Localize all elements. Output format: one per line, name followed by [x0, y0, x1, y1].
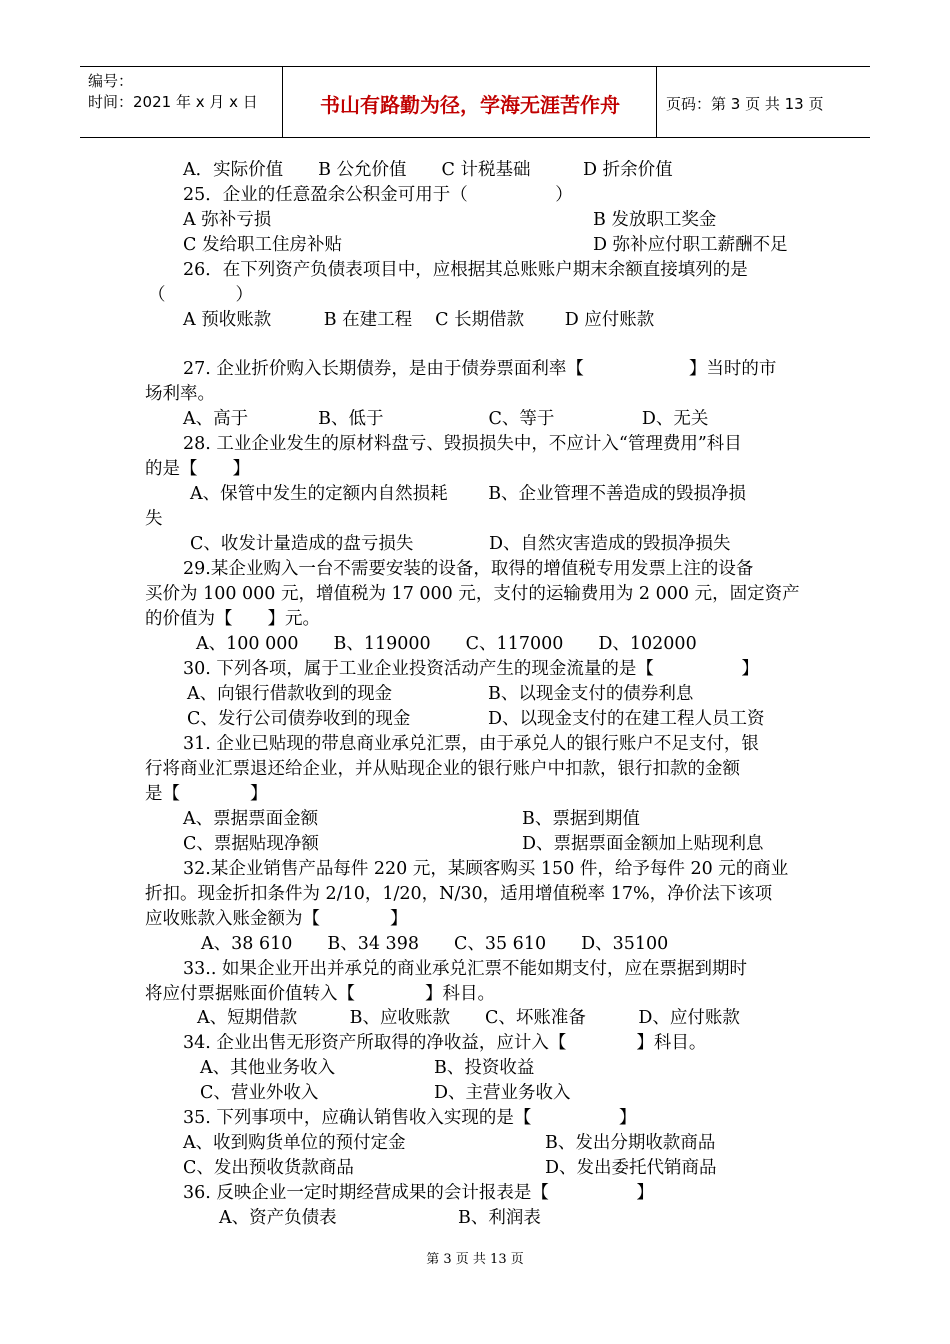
q29-text-cont-1: 买价为 100 000 元，增值税为 17 000 元，支付的运输费用为 2 000 元，固定资产	[145, 584, 800, 604]
q26-text-cont: （ ）	[148, 285, 253, 305]
q30-option-c: C、发行公司债券收到的现金	[187, 709, 411, 729]
header-meta	[88, 71, 258, 113]
q28-options-cd: C、收发计量造成的盘亏损失 D、自然灾害造成的毁损净损失	[190, 534, 731, 554]
header-motto: 书山有路勤为径，学海无涯苦作舟	[320, 93, 620, 117]
q36-option-a: A、资产负债表	[219, 1208, 337, 1228]
q30-option-d: D、以现金支付的在建工程人员工资	[488, 709, 765, 729]
q31-option-b: B、票据到期值	[522, 809, 640, 829]
q35-option-a: A、收到购货单位的预付定金	[183, 1133, 406, 1153]
q28-text: 28. 工业企业发生的原材料盘亏、毁损损失中，不应计入“管理费用”科目	[183, 434, 742, 454]
q29-options: A、100 000 B、119000 C、117000 D、102000	[196, 634, 697, 654]
q32-text-cont-2: 应收账款入账金额为【 】	[145, 909, 408, 929]
q31-option-c: C、票据贴现净额	[183, 834, 319, 854]
q34-option-d: D、主营业务收入	[434, 1083, 571, 1103]
q25-option-d: D 弥补应付职工薪酬不足	[593, 235, 788, 255]
q31-option-d: D、票据票面金额加上贴现利息	[522, 834, 764, 854]
q34-text: 34. 企业出售无形资产所取得的净收益，应计入【 】科目。	[183, 1033, 707, 1053]
q25-text: 25．企业的任意盈余公积金可用于（ ）	[183, 185, 573, 205]
q28-text-cont: 的是【 】	[145, 459, 250, 479]
q29-text: 29.某企业购入一台不需要安装的设备，取得的增值税专用发票上注的设备	[183, 559, 754, 579]
q31-text-cont-1: 行将商业汇票退还给企业，并从贴现企业的银行账户中扣款，银行扣款的金额	[145, 759, 740, 779]
page-footer: 第 3 页 共 13 页	[426, 1252, 524, 1267]
q26-text: 26．在下列资产负债表项目中，应根据其总账账户期末余额直接填列的是	[183, 260, 748, 280]
q34-option-c: C、营业外收入	[200, 1083, 319, 1103]
q25-option-c: C 发给职工住房补贴	[183, 235, 342, 255]
q36-text: 36. 反映企业一定时期经营成果的会计报表是【 】	[183, 1183, 654, 1203]
q35-option-b: B、发出分期收款商品	[545, 1133, 716, 1153]
q35-option-d: D、发出委托代销商品	[545, 1158, 717, 1178]
q31-text: 31. 企业已贴现的带息商业承兑汇票，由于承兑人的银行账户不足支付，银	[183, 734, 759, 754]
q25-option-a: A 弥补亏损	[183, 210, 272, 230]
q28-options-ab: A、保管中发生的定额内自然损耗 B、企业管理不善造成的毁损净损	[190, 484, 747, 504]
q32-text-cont-1: 折扣。现金折扣条件为 2/10，1/20，N/30，适用增值税率 17%，净价法下该项	[145, 884, 773, 904]
q34-option-a: A、其他业务收入	[200, 1058, 336, 1078]
page-info: 页码：第 3 页 共 13 页	[666, 95, 824, 113]
q33-options: A、短期借款 B、应收账款 C、坏账准备 D、应付账款	[197, 1008, 740, 1028]
q31-text-cont-2: 是【 】	[145, 784, 268, 804]
q32-text: 32.某企业销售产品每件 220 元，某顾客购买 150 件，给予每件 20 元的商业	[183, 859, 789, 879]
q36-option-b: B、利润表	[458, 1208, 541, 1228]
page-header	[80, 66, 870, 138]
q27-text-cont: 场利率。	[145, 384, 215, 404]
header-divider-right	[656, 67, 657, 137]
q26-options: A 预收账款 B 在建工程 C 长期借款 D 应付账款	[183, 310, 655, 330]
code-label: 编号：	[88, 72, 134, 90]
q28-options-ab-cont: 失	[145, 509, 163, 529]
q27-options: A、高于 B、低于 C、等于 D、无关	[183, 409, 709, 429]
q30-text: 30. 下列各项，属于工业企业投资活动产生的现金流量的是【 】	[183, 659, 759, 679]
q29-text-cont-2: 的价值为【 】元。	[145, 609, 320, 629]
q27-text: 27. 企业折价购入长期债券，是由于债券票面利率【 】当时的市	[183, 359, 777, 379]
q32-options: A、38 610 B、34 398 C、35 610 D、35100	[201, 934, 669, 954]
q33-text-cont: 将应付票据账面价值转入【 】科目。	[145, 984, 495, 1004]
header-divider-left	[282, 67, 283, 137]
q35-option-c: C、发出预收货款商品	[183, 1158, 354, 1178]
q30-option-b: B、以现金支付的债券利息	[488, 684, 694, 704]
date-label: 时间：2021 年 x 月 x 日	[88, 93, 258, 111]
q25-option-b: B 发放职工奖金	[593, 210, 717, 230]
q24-options: A．实际价值 B 公允价值 C 计税基础 D 折余价值	[183, 160, 673, 180]
q34-option-b: B、投资收益	[434, 1058, 535, 1078]
q33-text: 33.. 如果企业开出并承兑的商业承兑汇票不能如期支付，应在票据到期时	[183, 959, 747, 979]
q31-option-a: A、票据票面金额	[183, 809, 319, 829]
q35-text: 35. 下列事项中，应确认销售收入实现的是【 】	[183, 1108, 637, 1128]
q30-option-a: A、向银行借款收到的现金	[187, 684, 393, 704]
